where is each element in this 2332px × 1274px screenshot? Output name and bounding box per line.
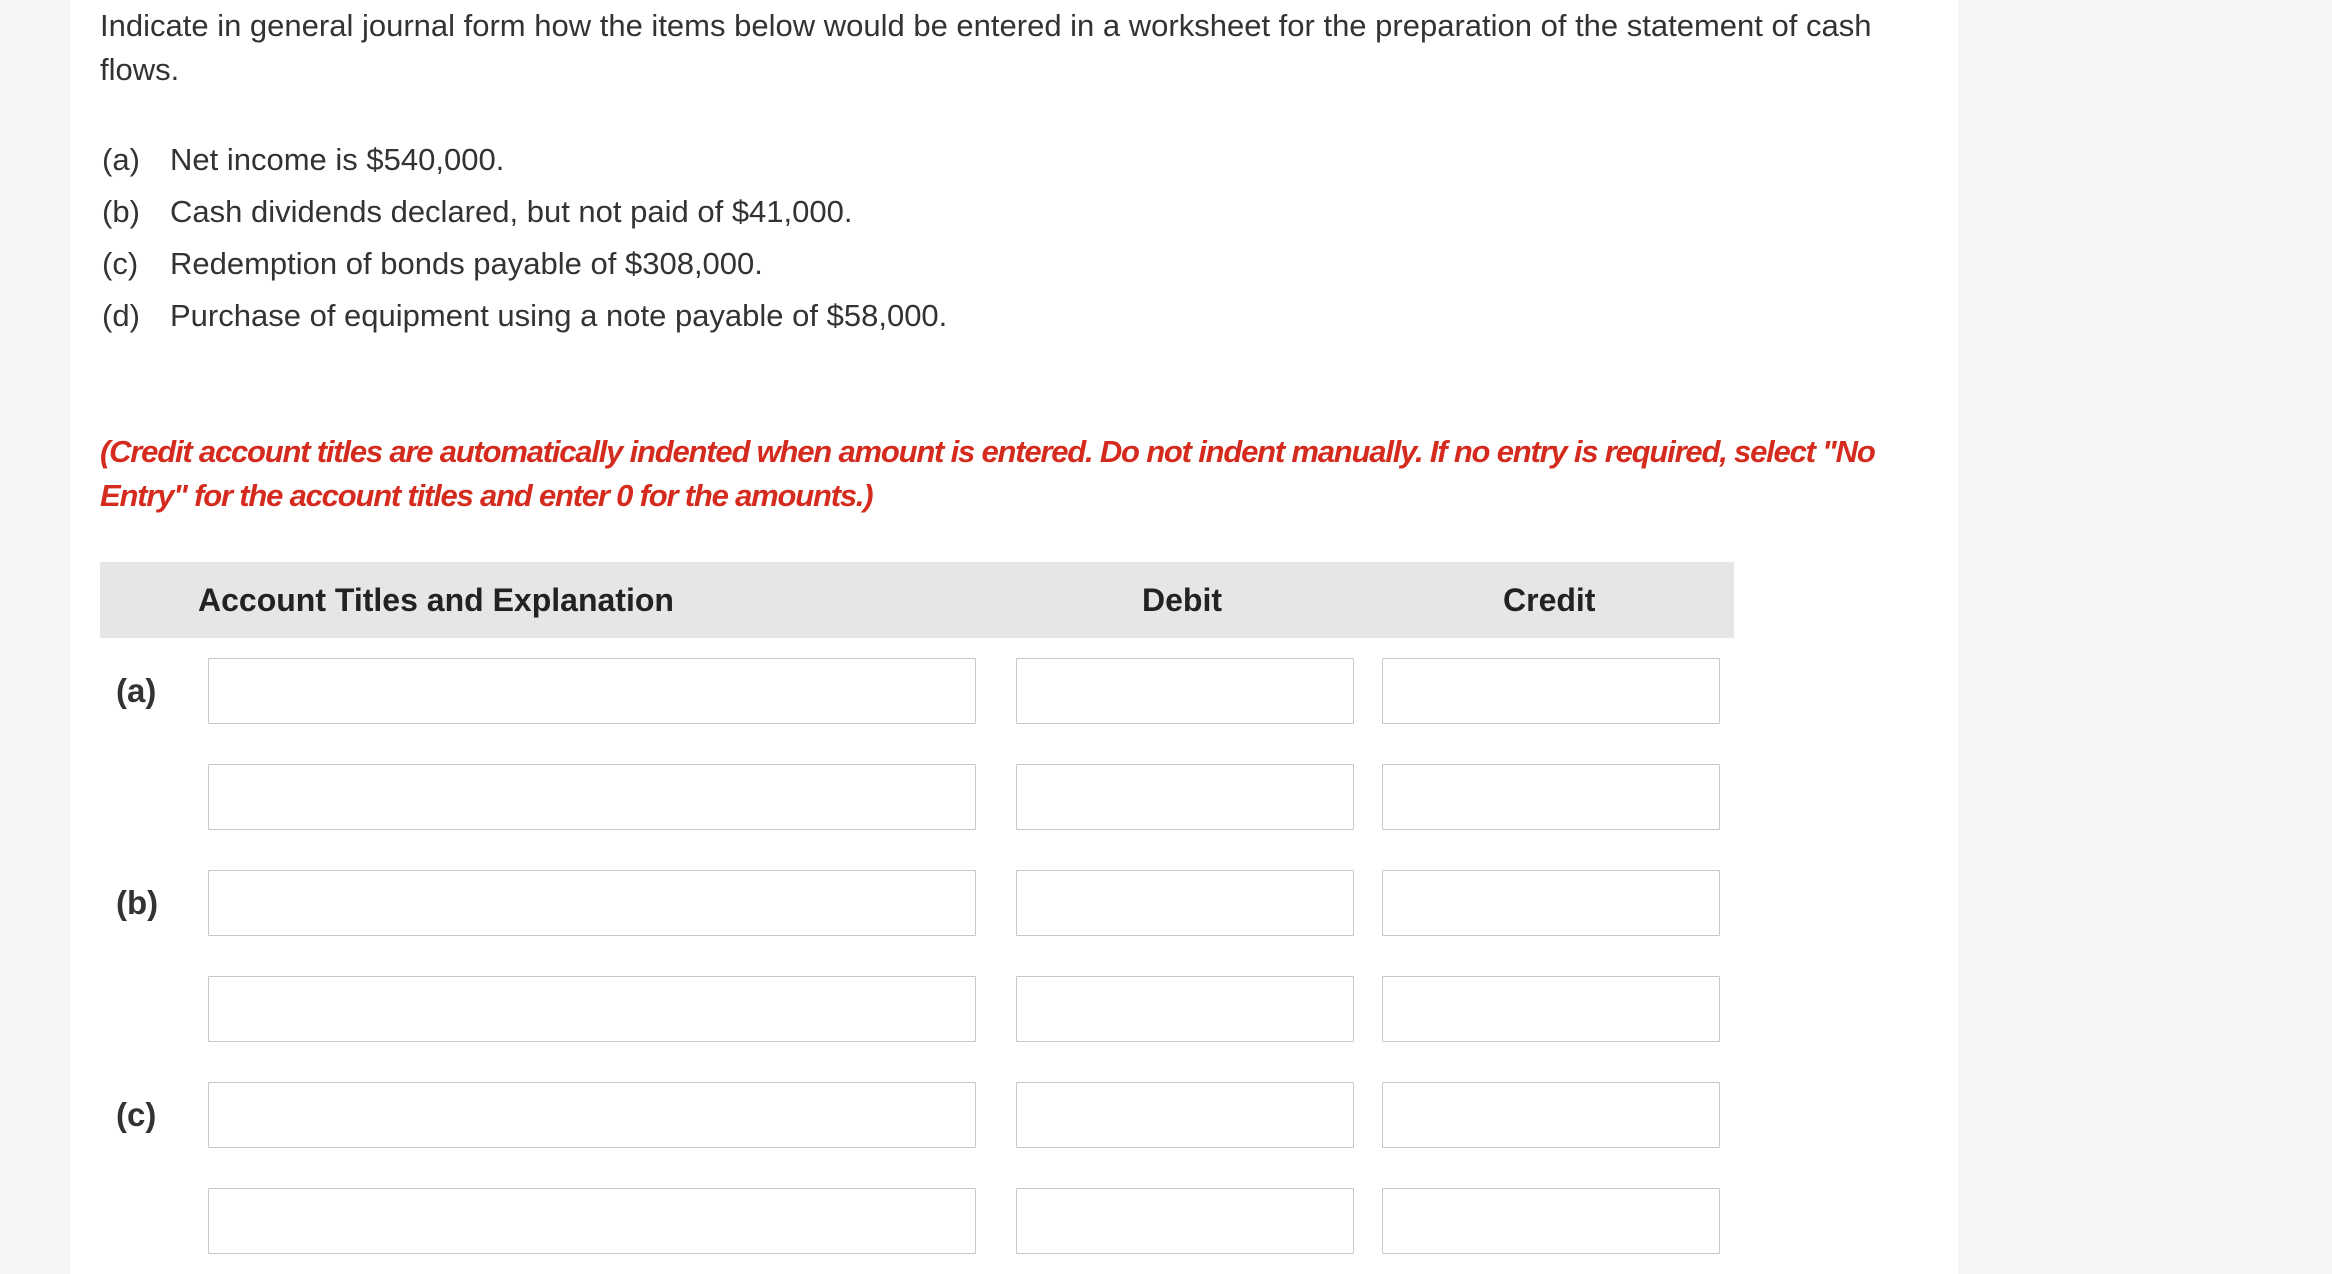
journal-row (0, 764, 2332, 830)
entry-instructions: (Credit account titles are automatically indented when amount is entered. Do not indent manually. If no entry is required, select "No Entry" for the account titles and enter 0 for the amounts.) (100, 434, 1875, 513)
journal-row (0, 1188, 2332, 1254)
journal-row-label: (c) (116, 1096, 157, 1133)
debit-amount-input[interactable] (1016, 976, 1354, 1042)
debit-amount-input[interactable] (1016, 764, 1354, 830)
credit-amount-input[interactable] (1382, 658, 1720, 724)
question-item-tag: (d) (102, 298, 140, 333)
journal-row-label: (a) (116, 672, 157, 709)
question-item-tag: (a) (102, 142, 140, 177)
account-title-input[interactable] (208, 658, 976, 724)
question-item (102, 290, 947, 342)
debit-amount-input[interactable] (1016, 658, 1354, 724)
header-credit: Credit (1503, 582, 1596, 618)
journal-row-label: (b) (116, 884, 159, 921)
account-title-input[interactable] (208, 764, 976, 830)
question-item-text: Cash dividends declared, but not paid of $41,000. (170, 194, 853, 229)
debit-amount-input[interactable] (1016, 1188, 1354, 1254)
debit-amount-input[interactable] (1016, 1082, 1354, 1148)
credit-amount-input[interactable] (1382, 1188, 1720, 1254)
question-item-list (102, 134, 947, 342)
question-item-tag: (c) (102, 246, 139, 281)
question-item-text: Net income is $540,000. (170, 142, 505, 177)
journal-row (0, 1082, 2332, 1148)
journal-row (0, 870, 2332, 936)
account-title-input[interactable] (208, 1188, 976, 1254)
account-title-input[interactable] (208, 976, 976, 1042)
account-title-input[interactable] (208, 870, 976, 936)
journal-row (0, 976, 2332, 1042)
credit-amount-input[interactable] (1382, 764, 1720, 830)
journal-row (0, 658, 2332, 724)
account-title-input[interactable] (208, 1082, 976, 1148)
question-intro: Indicate in general journal form how the items below would be entered in a worksheet for the preparation of the statement of cash flows. (100, 8, 1872, 87)
question-item (102, 134, 947, 186)
question-item (102, 238, 947, 290)
question-item-text: Redemption of bonds payable of $308,000. (170, 246, 763, 281)
credit-amount-input[interactable] (1382, 1082, 1720, 1148)
question-item (102, 186, 947, 238)
journal-table-header (100, 562, 1734, 638)
credit-amount-input[interactable] (1382, 870, 1720, 936)
header-debit: Debit (1142, 582, 1222, 618)
question-item-text: Purchase of equipment using a note payable of $58,000. (170, 298, 948, 333)
debit-amount-input[interactable] (1016, 870, 1354, 936)
question-item-tag: (b) (102, 194, 140, 229)
credit-amount-input[interactable] (1382, 976, 1720, 1042)
header-account-titles: Account Titles and Explanation (198, 582, 674, 618)
